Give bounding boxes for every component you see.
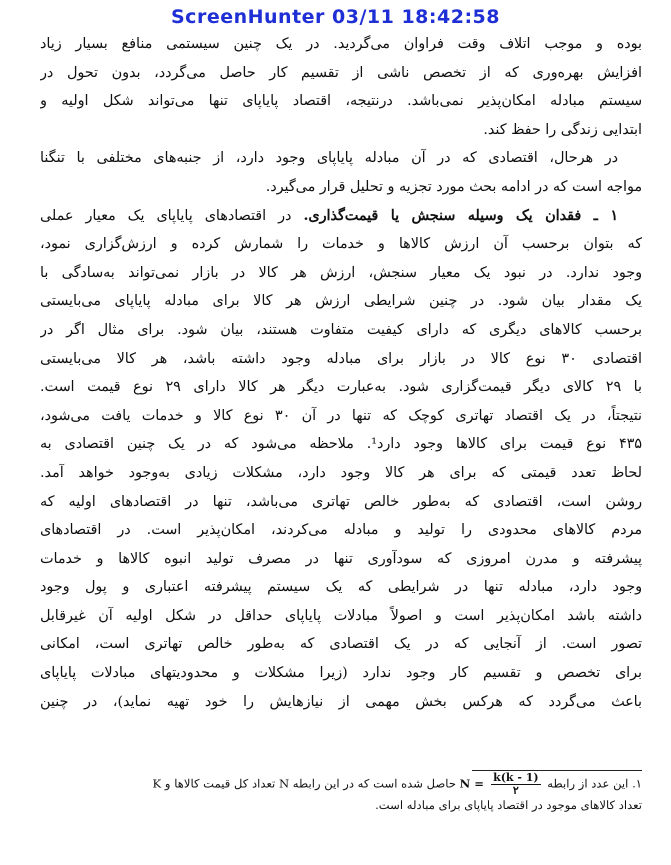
- heading-continuation: در اقتصادهای پایاپای یک معیار عملی: [40, 207, 304, 224]
- paragraph-1: [40, 30, 642, 144]
- text-line: لحاظ تعدد قیمتی که برای هر کالا وجود دارد، مشکلات زیادی به‌وجود خواهد آمد.: [40, 464, 642, 481]
- text-line: باعث می‌گردد که هرکس بخش مهمی از نیازهایش را خود تهیه نماید)، در چنین: [40, 693, 642, 710]
- text-line: ۴۳۵ نوع قیمت برای کالاها وجود دارد¹. ملاحظه می‌شود که در یک چنین اقتصادی به: [40, 436, 642, 453]
- footnote-line: تعداد کالاهای موجود در اقتصاد پایاپای برای مبادله است.: [375, 798, 642, 812]
- text-line: نتیجتاً، در یک اقتصاد تهاتری کوچک که تنها در آن ۳۰ نوع کالا و خدمات یافت می‌شود،: [40, 407, 642, 424]
- formula-lhs: N =: [459, 776, 485, 791]
- text-line: تصور است. از آنجایی که در یک اقتصادی که به‌طور خالص تهاتری است، امکانی: [40, 636, 642, 653]
- text-line: افزایش بهره‌وری که از تخصص ناشی از تقسیم کار حاصل می‌گردد، بدون تحول در: [40, 64, 642, 81]
- text-line: پیشرفته و مدرن امروزی که سودآوری تنها در مصرف تولید انبوه کالاها و خدمات: [40, 550, 642, 567]
- text-line: بوده و موجب اتلاف وقت فراوان می‌گردید. در یک چنین سیستمی منافع بسیار زیاد: [40, 36, 642, 52]
- text-line: در هرحال، اقتصادی که در آن مبادله پایاپای وجود دارد، از جنبه‌های مختلفی با تنگنا: [40, 150, 618, 167]
- text-line: برای تخصص و تقسیم کار وجود ندارد (زیرا مشکلات و محدودیتهای مبادلات پایاپای: [40, 665, 642, 682]
- footnote-text: حاصل شده است که در این رابطه N تعداد کل قیمت کالاها و K: [152, 776, 456, 791]
- formula: [460, 772, 544, 794]
- paragraph-2: [40, 144, 642, 201]
- screenhunter-timestamp-stamp: ScreenHunter 03/11 18:42:58: [171, 6, 500, 28]
- text-line: ابتدایی زندگی را حفظ کند.: [483, 121, 642, 138]
- text-line: وجود دارد، مبادله تنها در شرایطی که یک سیستم پیشرفته اعتباری و پول وجود: [40, 579, 642, 596]
- text-line: با ۲۹ کالای دیگر قیمت‌گزاری شود. به‌عبارت دیگر هر کالا دارای ۲۹ نوع قیمت است.: [40, 379, 642, 396]
- text-line: مواجه است که در ادامه بحث مورد تجزیه و تحلیل قرار می‌گیرد.: [265, 178, 642, 195]
- text-line: روشن است، اقتصادی که به‌طور خالص تهاتری می‌باشد، تنها در اقتصادهای اولیه که: [40, 493, 642, 510]
- text-line: [40, 202, 642, 231]
- footnote: [40, 772, 642, 816]
- document-page: [40, 30, 642, 716]
- formula-numerator: k(k - 1): [493, 772, 539, 784]
- text-line: یک مقدار بیان شود. در چنین شرایطی ارزش هر کالا برای مبادله پایاپای می‌بایستی: [40, 293, 642, 310]
- paragraph-3: [40, 202, 642, 717]
- formula-fraction: [491, 772, 541, 794]
- section-heading: ۱ ـ فقدان یک وسیله سنجش یا قیمت‌گذاری.: [303, 207, 618, 224]
- formula-denominator: ۲: [512, 784, 519, 794]
- footnote-separator: [472, 770, 642, 771]
- text-line: سیستم مبادله امکان‌پذیر نمی‌باشد. درنتیجه، اقتصاد پایاپای تنها می‌تواند شکل اولیه و: [40, 93, 642, 110]
- text-line: وجود ندارد. در نبود یک معیار سنجش، ارزش هر کالا در بازار نمی‌تواند به‌سادگی با: [40, 264, 642, 281]
- text-line: داشته باشد امکان‌پذیر است و اصولاً مبادلات پایاپای حداقل در شکل اولیه آن غیرقابل: [40, 607, 642, 624]
- text-line: برحسب کالاهای دیگری که دارای کیفیت متفاوت هستند، بیان شود. برای مثال اگر در: [40, 321, 642, 338]
- footnote-line: [40, 772, 642, 794]
- text-line: که بتوان برحسب آن ارزش کالاها و خدمات را شمارش کرده و ارزش‌گزاری نمود،: [40, 236, 642, 253]
- text-line: مردم کالاهای محدودی را تولید و مبادله می‌کردند، امکان‌پذیر است. در اقتصادهای: [40, 522, 642, 539]
- text-line: اقتصادی ۳۰ نوع کالا در بازار برای مبادله وجود داشته باشد، هر کالا می‌بایستی: [40, 350, 642, 367]
- footnote-text: ۱. این عدد از رابطه: [547, 776, 642, 791]
